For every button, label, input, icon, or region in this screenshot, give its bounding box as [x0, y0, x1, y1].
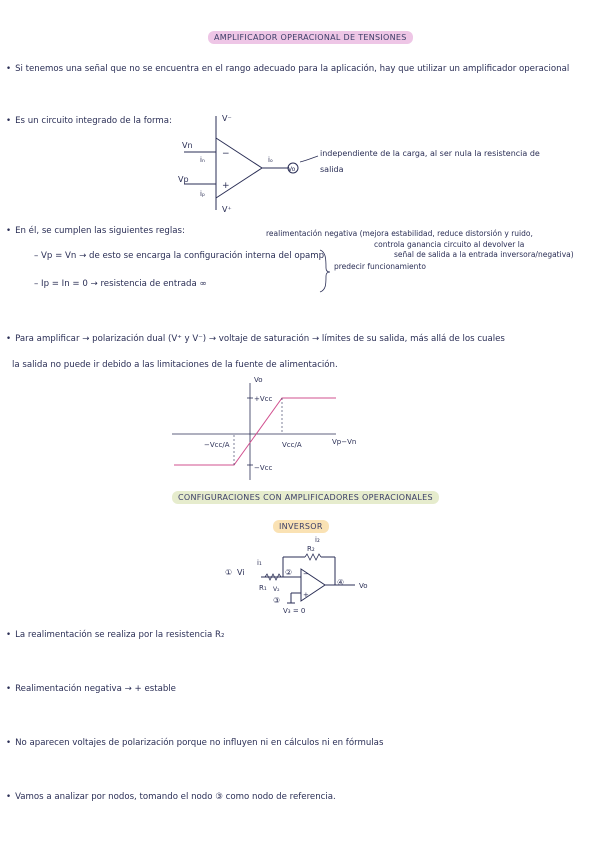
- graph-vcc-pos: +Vcc: [254, 395, 273, 403]
- bullet-no-bias: • No aparecen voltajes de polarización porque no influyen ni en cálculos ni en fórmulas: [6, 738, 383, 748]
- io-current-label: iₒ: [268, 156, 273, 164]
- page-title: AMPLIFICADOR OPERACIONAL DE TENSIONES: [208, 31, 413, 44]
- graph-x-neg: −Vcc/A: [204, 441, 230, 449]
- section-title: CONFIGURACIONES CON AMPLIFICADORES OPERACIONALES: [172, 491, 439, 504]
- saturation-graph: [170, 375, 370, 490]
- subsection-title: INVERSOR: [273, 520, 329, 533]
- node-1-label: ①: [225, 568, 233, 577]
- plus-sign: +: [222, 181, 230, 191]
- feedback-note-4: predecir funcionamiento: [334, 262, 426, 271]
- vo-out-label: Vo: [359, 582, 368, 590]
- i2-label: i₂: [315, 536, 320, 544]
- vi-label: Vi: [237, 568, 245, 577]
- bullet-negative-feedback: • Realimentación negativa → + estable: [6, 684, 176, 694]
- svg-text:+: +: [303, 591, 309, 599]
- v-plus-label: V⁺: [222, 205, 232, 214]
- vp-label: Vp: [178, 175, 189, 184]
- r2-label: R₂: [307, 545, 315, 553]
- vn-label: Vn: [182, 141, 193, 150]
- feedback-note-1: realimentación negativa (mejora estabilidad, reduce distorsión y ruido,: [266, 229, 533, 238]
- graph-vcc-neg: −Vcc: [254, 464, 273, 472]
- graph-x-axis-label: Vp−Vn: [332, 438, 357, 446]
- bullet-node-analysis: • Vamos a analizar por nodos, tomando el nodo ③ como nodo de referencia.: [6, 792, 336, 802]
- in-current-label: iₙ: [200, 156, 205, 164]
- opamp-note-1: independiente de la carga, al ser nula la resistencia de: [320, 149, 540, 158]
- feedback-note-3: señal de salida a la entrada inversora/negativa): [394, 250, 574, 259]
- transfer-curve: [174, 398, 336, 465]
- intro-paragraph: • Si tenemos una señal que no se encuentra en el rango adecuado para la aplicación, hay que utilizar un amplificador operacional: [6, 64, 569, 74]
- bullet-feedback-resistor: • La realimentación se realiza por la resistencia R₂: [6, 630, 224, 640]
- v2-label: V₂: [273, 586, 280, 593]
- node-2-label: ②: [285, 568, 293, 577]
- rules-intro: • En él, se cumplen las siguientes reglas:: [6, 226, 185, 236]
- rule-2: – Ip = In = 0 → resistencia de entrada ∞: [34, 279, 207, 289]
- amplify-paragraph-2: la salida no puede ir debido a las limitaciones de la fuente de alimentación.: [12, 360, 338, 370]
- graph-vo-label: Vo: [254, 376, 263, 384]
- integrated-circuit-text: • Es un circuito integrado de la forma:: [6, 116, 172, 126]
- minus-sign: −: [222, 149, 230, 159]
- node-4-label: ④: [337, 578, 345, 587]
- i1-label: i₁: [257, 559, 262, 567]
- node-3-label: ③: [273, 596, 281, 605]
- feedback-brace: [318, 248, 332, 294]
- svg-text:−: −: [303, 570, 309, 578]
- graph-x-pos: Vcc/A: [282, 441, 302, 449]
- rule-1: – Vp = Vn → de esto se encarga la configuración interna del opamp: [34, 251, 325, 261]
- inverter-circuit: [225, 535, 385, 615]
- feedback-note-2: controla ganancia circuito al devolver la: [374, 240, 525, 249]
- ip-current-label: iₚ: [200, 190, 205, 198]
- v3-label: V₃ = 0: [283, 607, 306, 615]
- opamp-diagram: [170, 110, 600, 220]
- vo-node-label: Vo: [288, 166, 296, 173]
- v-minus-label: V⁻: [222, 114, 232, 123]
- amplify-paragraph: • Para amplificar → polarización dual (V⁺ y V⁻) → voltaje de saturación → límites de su salida, más allá de los cuales: [6, 334, 505, 344]
- r1-label: R₁: [259, 584, 267, 592]
- opamp-note-2: salida: [320, 165, 344, 174]
